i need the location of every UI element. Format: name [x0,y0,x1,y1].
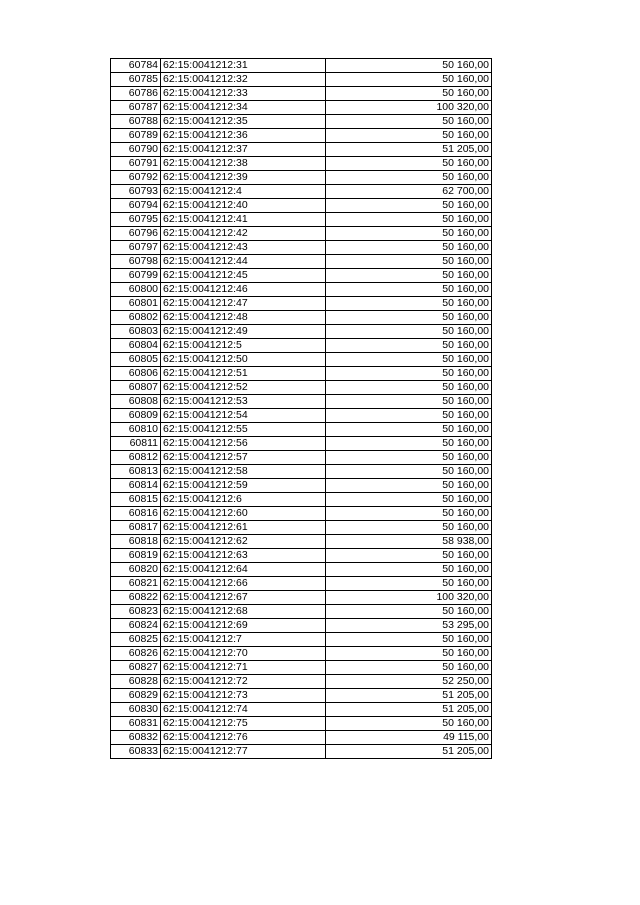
table-row [111,591,492,605]
cadastral-number-cell: 62:15:0041212:31 [161,59,326,73]
row-number-cell: 60810 [111,423,161,437]
table-row [111,241,492,255]
table-row [111,451,492,465]
row-number-cell: 60785 [111,73,161,87]
value-cell: 50 160,00 [326,241,492,255]
value-cell: 50 160,00 [326,577,492,591]
table-row [111,269,492,283]
row-number-cell: 60831 [111,717,161,731]
cadastral-number-cell: 62:15:0041212:36 [161,129,326,143]
cadastral-number-cell: 62:15:0041212:57 [161,451,326,465]
cadastral-number-cell: 62:15:0041212:4 [161,185,326,199]
table-row [111,311,492,325]
value-cell: 50 160,00 [326,409,492,423]
value-cell: 51 205,00 [326,703,492,717]
value-cell: 50 160,00 [326,311,492,325]
table-row [111,73,492,87]
cadastral-number-cell: 62:15:0041212:58 [161,465,326,479]
row-number-cell: 60808 [111,395,161,409]
table-row [111,185,492,199]
value-cell: 50 160,00 [326,157,492,171]
value-cell: 52 250,00 [326,675,492,689]
value-cell: 50 160,00 [326,451,492,465]
row-number-cell: 60790 [111,143,161,157]
table-row [111,395,492,409]
row-number-cell: 60793 [111,185,161,199]
row-number-cell: 60806 [111,367,161,381]
cadastral-number-cell: 62:15:0041212:77 [161,745,326,759]
cadastral-number-cell: 62:15:0041212:76 [161,731,326,745]
cadastral-number-cell: 62:15:0041212:50 [161,353,326,367]
value-cell: 50 160,00 [326,73,492,87]
table-row [111,339,492,353]
cadastral-number-cell: 62:15:0041212:33 [161,87,326,101]
row-number-cell: 60809 [111,409,161,423]
cadastral-number-cell: 62:15:0041212:35 [161,115,326,129]
value-cell: 50 160,00 [326,563,492,577]
value-cell: 50 160,00 [326,717,492,731]
row-number-cell: 60804 [111,339,161,353]
cadastral-number-cell: 62:15:0041212:42 [161,227,326,241]
value-cell: 50 160,00 [326,171,492,185]
row-number-cell: 60815 [111,493,161,507]
value-cell: 50 160,00 [326,227,492,241]
table-row [111,115,492,129]
row-number-cell: 60797 [111,241,161,255]
cadastral-number-cell: 62:15:0041212:75 [161,717,326,731]
table-row [111,479,492,493]
table-body [111,59,492,759]
table-row [111,717,492,731]
row-number-cell: 60799 [111,269,161,283]
cadastral-number-cell: 62:15:0041212:54 [161,409,326,423]
cadastral-number-cell: 62:15:0041212:7 [161,633,326,647]
row-number-cell: 60811 [111,437,161,451]
value-cell: 100 320,00 [326,101,492,115]
cadastral-number-cell: 62:15:0041212:39 [161,171,326,185]
table-row [111,633,492,647]
table-row [111,381,492,395]
table-row [111,703,492,717]
row-number-cell: 60794 [111,199,161,213]
table-row [111,689,492,703]
cadastral-number-cell: 62:15:0041212:47 [161,297,326,311]
row-number-cell: 60798 [111,255,161,269]
cadastral-number-cell: 62:15:0041212:74 [161,703,326,717]
value-cell: 53 295,00 [326,619,492,633]
row-number-cell: 60813 [111,465,161,479]
table-row [111,605,492,619]
cadastral-number-cell: 62:15:0041212:44 [161,255,326,269]
cadastral-number-cell: 62:15:0041212:46 [161,283,326,297]
row-number-cell: 60796 [111,227,161,241]
table-row [111,213,492,227]
cadastral-number-cell: 62:15:0041212:52 [161,381,326,395]
row-number-cell: 60812 [111,451,161,465]
table-row [111,507,492,521]
row-number-cell: 60822 [111,591,161,605]
cadastral-number-cell: 62:15:0041212:60 [161,507,326,521]
table-row [111,619,492,633]
value-cell: 50 160,00 [326,339,492,353]
table-row [111,143,492,157]
table-row [111,423,492,437]
row-number-cell: 60825 [111,633,161,647]
cadastral-number-cell: 62:15:0041212:68 [161,605,326,619]
cadastral-number-cell: 62:15:0041212:70 [161,647,326,661]
value-cell: 49 115,00 [326,731,492,745]
table-row [111,59,492,73]
table-row [111,563,492,577]
row-number-cell: 60821 [111,577,161,591]
cadastral-number-cell: 62:15:0041212:72 [161,675,326,689]
value-cell: 50 160,00 [326,437,492,451]
table-row [111,465,492,479]
value-cell: 50 160,00 [326,605,492,619]
row-number-cell: 60816 [111,507,161,521]
row-number-cell: 60830 [111,703,161,717]
cadastral-number-cell: 62:15:0041212:71 [161,661,326,675]
table-row [111,353,492,367]
table-row [111,199,492,213]
table-row [111,731,492,745]
value-cell: 50 160,00 [326,381,492,395]
table-row [111,129,492,143]
table-row [111,521,492,535]
table-row [111,745,492,759]
table-row [111,437,492,451]
table-row [111,297,492,311]
row-number-cell: 60814 [111,479,161,493]
cadastral-number-cell: 62:15:0041212:32 [161,73,326,87]
cadastral-number-cell: 62:15:0041212:51 [161,367,326,381]
value-cell: 50 160,00 [326,521,492,535]
value-cell: 50 160,00 [326,213,492,227]
cadastral-number-cell: 62:15:0041212:53 [161,395,326,409]
value-cell: 100 320,00 [326,591,492,605]
value-cell: 50 160,00 [326,199,492,213]
value-cell: 51 205,00 [326,689,492,703]
value-cell: 50 160,00 [326,493,492,507]
value-cell: 50 160,00 [326,255,492,269]
cadastral-number-cell: 62:15:0041212:6 [161,493,326,507]
cadastral-number-cell: 62:15:0041212:55 [161,423,326,437]
row-number-cell: 60802 [111,311,161,325]
value-cell: 50 160,00 [326,549,492,563]
value-cell: 50 160,00 [326,269,492,283]
value-cell: 50 160,00 [326,129,492,143]
table-row [111,325,492,339]
value-cell: 50 160,00 [326,297,492,311]
cadastral-number-cell: 62:15:0041212:48 [161,311,326,325]
cadastral-number-cell: 62:15:0041212:69 [161,619,326,633]
table-row [111,675,492,689]
row-number-cell: 60824 [111,619,161,633]
table-row [111,227,492,241]
table-row [111,409,492,423]
row-number-cell: 60795 [111,213,161,227]
table-row [111,647,492,661]
row-number-cell: 60789 [111,129,161,143]
value-cell: 50 160,00 [326,367,492,381]
table-row [111,101,492,115]
cadastral-number-cell: 62:15:0041212:5 [161,339,326,353]
cadastral-number-cell: 62:15:0041212:62 [161,535,326,549]
table-row [111,87,492,101]
cadastral-number-cell: 62:15:0041212:40 [161,199,326,213]
value-cell: 51 205,00 [326,745,492,759]
row-number-cell: 60820 [111,563,161,577]
value-cell: 50 160,00 [326,633,492,647]
cadastral-number-cell: 62:15:0041212:73 [161,689,326,703]
row-number-cell: 60786 [111,87,161,101]
table-row [111,283,492,297]
value-cell: 50 160,00 [326,115,492,129]
row-number-cell: 60827 [111,661,161,675]
row-number-cell: 60805 [111,353,161,367]
value-cell: 50 160,00 [326,87,492,101]
row-number-cell: 60817 [111,521,161,535]
table-row [111,549,492,563]
value-cell: 50 160,00 [326,325,492,339]
value-cell: 58 938,00 [326,535,492,549]
row-number-cell: 60819 [111,549,161,563]
row-number-cell: 60828 [111,675,161,689]
value-cell: 51 205,00 [326,143,492,157]
cadastral-number-cell: 62:15:0041212:45 [161,269,326,283]
data-table [110,58,492,759]
value-cell: 50 160,00 [326,395,492,409]
table-row [111,171,492,185]
value-cell: 50 160,00 [326,423,492,437]
value-cell: 50 160,00 [326,661,492,675]
row-number-cell: 60791 [111,157,161,171]
cadastral-number-cell: 62:15:0041212:37 [161,143,326,157]
cadastral-number-cell: 62:15:0041212:34 [161,101,326,115]
cadastral-number-cell: 62:15:0041212:64 [161,563,326,577]
table-row [111,535,492,549]
value-cell: 50 160,00 [326,465,492,479]
row-number-cell: 60823 [111,605,161,619]
row-number-cell: 60829 [111,689,161,703]
row-number-cell: 60788 [111,115,161,129]
cadastral-number-cell: 62:15:0041212:66 [161,577,326,591]
row-number-cell: 60832 [111,731,161,745]
value-cell: 62 700,00 [326,185,492,199]
cadastral-number-cell: 62:15:0041212:49 [161,325,326,339]
cadastral-number-cell: 62:15:0041212:43 [161,241,326,255]
value-cell: 50 160,00 [326,59,492,73]
table-row [111,493,492,507]
row-number-cell: 60807 [111,381,161,395]
table-row [111,255,492,269]
table-row [111,157,492,171]
row-number-cell: 60792 [111,171,161,185]
value-cell: 50 160,00 [326,507,492,521]
cadastral-number-cell: 62:15:0041212:56 [161,437,326,451]
table-row [111,661,492,675]
cadastral-number-cell: 62:15:0041212:41 [161,213,326,227]
value-cell: 50 160,00 [326,647,492,661]
value-cell: 50 160,00 [326,479,492,493]
table-row [111,367,492,381]
cadastral-number-cell: 62:15:0041212:38 [161,157,326,171]
value-cell: 50 160,00 [326,353,492,367]
row-number-cell: 60784 [111,59,161,73]
value-cell: 50 160,00 [326,283,492,297]
row-number-cell: 60833 [111,745,161,759]
cadastral-number-cell: 62:15:0041212:59 [161,479,326,493]
cadastral-number-cell: 62:15:0041212:67 [161,591,326,605]
table-row [111,577,492,591]
row-number-cell: 60818 [111,535,161,549]
row-number-cell: 60787 [111,101,161,115]
cadastral-number-cell: 62:15:0041212:63 [161,549,326,563]
row-number-cell: 60803 [111,325,161,339]
row-number-cell: 60826 [111,647,161,661]
row-number-cell: 60801 [111,297,161,311]
row-number-cell: 60800 [111,283,161,297]
cadastral-number-cell: 62:15:0041212:61 [161,521,326,535]
